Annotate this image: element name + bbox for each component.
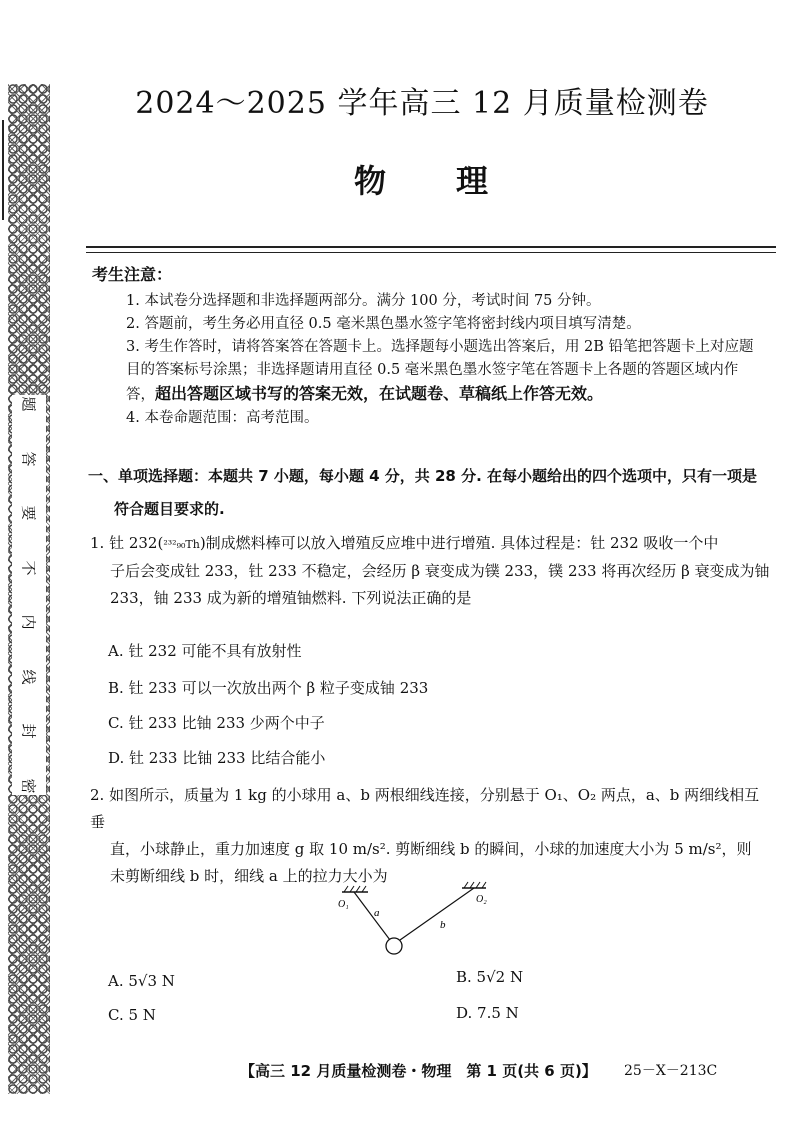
notice-list xyxy=(126,290,766,430)
seal-line-text xyxy=(12,395,46,795)
seal-char: 内 xyxy=(19,614,38,630)
q2-option-d: D. 7.5 N xyxy=(456,1004,519,1022)
header-rule xyxy=(86,252,776,253)
notice-bold-warning: 超出答题区域书写的答案无效，在试题卷、草稿纸上作答无效。 xyxy=(155,384,604,403)
section-heading-line: 符合题目要求的. xyxy=(114,500,225,518)
seal-char: 不 xyxy=(19,560,38,576)
exam-title: 2024～2025 学年高三 12 月质量检测卷 xyxy=(135,86,709,121)
pendulum-diagram xyxy=(334,880,504,960)
notice-item: 2. 答题前，考生务必用直径 0.5 毫米黑色墨水签字笔将密封线内项目填写清楚。 xyxy=(126,316,641,332)
question-1-line: 子后会变成钍 233，钍 233 不稳定，会经历 β 衰变成为镤 233，镤 233 将再次经历 β 衰变成为铀 xyxy=(110,562,770,580)
q1-text: )制成燃料棒可以放入增殖反应堆中进行增殖. 具体过程是：钍 232 吸收一个中 xyxy=(199,534,719,552)
ball xyxy=(386,938,402,954)
paper-code: 25－X－213C xyxy=(624,1063,718,1079)
section-heading xyxy=(88,460,768,526)
q1-text: 1. 钍 232( xyxy=(90,534,164,552)
seal-char: 线 xyxy=(19,669,38,685)
string-b xyxy=(400,888,474,940)
seal-char: 封 xyxy=(19,723,38,739)
o1-hatch xyxy=(344,886,366,892)
label-o1: O₁ xyxy=(338,899,349,910)
q2-option-a: A. 5√3 N xyxy=(108,972,175,990)
q1-option-c: C. 钍 233 比铀 233 少两个中子 xyxy=(108,714,325,732)
q2-option-c: C. 5 N xyxy=(108,1006,156,1024)
notice-heading: 考生注意： xyxy=(92,265,173,284)
notice-item xyxy=(126,336,766,407)
string-a xyxy=(354,892,390,940)
seal-char: 答 xyxy=(19,451,38,467)
seal-char: 密 xyxy=(19,778,38,794)
question-1-line xyxy=(90,530,770,558)
margin-mark xyxy=(2,120,4,220)
seal-char: 要 xyxy=(19,505,38,521)
question-2-line: 2. 如图所示，质量为 1 kg 的小球用 a、b 两根细线连接，分别悬于 O₁、O₂ 两点，a、b 两细线相互垂 xyxy=(90,786,760,831)
label-b: b xyxy=(440,919,446,931)
q1-option-d: D. 钍 233 比铀 233 比结合能小 xyxy=(108,749,326,767)
label-a: a xyxy=(374,907,380,919)
page-footer: 【高三 12 月质量检测卷・物理 第 1 页(共 6 页)】 xyxy=(240,1062,597,1080)
seal-char: 题 xyxy=(19,396,38,412)
header-rule xyxy=(86,246,776,248)
question-2-line: 未剪断细线 b 时，细线 a 上的拉力大小为 xyxy=(110,867,388,885)
notice-item: 4. 本卷命题范围：高考范围。 xyxy=(126,410,319,426)
nuclide-symbol: ²³²₉₀Th xyxy=(163,538,200,551)
exam-subject: 物 理 xyxy=(353,162,490,200)
question-2 xyxy=(90,782,770,890)
o2-hatch xyxy=(464,882,486,888)
q1-option-a: A. 钍 232 可能不具有放射性 xyxy=(108,642,302,660)
question-2-line: 直，小球静止，重力加速度 g 取 10 m/s². 剪断细线 b 的瞬间，小球的加速度大小为 5 m/s²，则 xyxy=(110,840,752,858)
notice-item: 1. 本试卷分选择题和非选择题两部分。满分 100 分，考试时间 75 分钟。 xyxy=(126,293,601,309)
q2-option-b: B. 5√2 N xyxy=(456,968,524,986)
question-1-line: 233，铀 233 成为新的增殖铀燃料. 下列说法正确的是 xyxy=(110,589,472,607)
section-heading-line: 一、单项选择题：本题共 7 小题，每小题 4 分，共 28 分. 在每小题给出的四个选项中，只有一项是 xyxy=(88,467,758,485)
label-o2: O₂ xyxy=(476,894,487,905)
question-1 xyxy=(90,530,770,612)
notice-item-text: 3. 考生作答时，请将答案答在答题卡上。选择题每小题选出答案后，用 2B 铅笔把答题卡上对应题目的答案标号涂黑；非选择题请用直径 0.5 毫米黑色墨水签字笔在答题卡上各题的答题区域内作答， xyxy=(126,339,754,403)
q1-option-b: B. 钍 233 可以一次放出两个 β 粒子变成铀 233 xyxy=(108,679,429,697)
